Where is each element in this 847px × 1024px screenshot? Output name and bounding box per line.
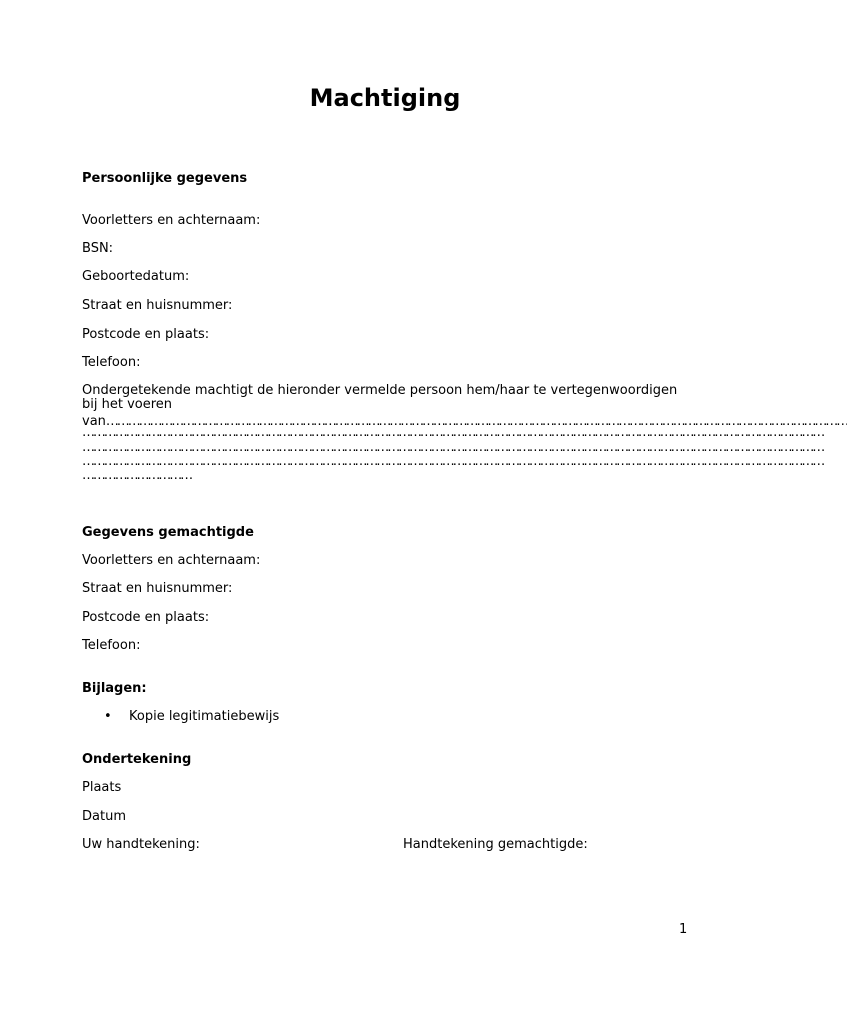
dotted-line: ……………………………………………………………………………………………………………………………………………………………………………………: [105, 414, 847, 429]
field-label-birthdate: Geboortedatum:: [82, 269, 190, 284]
section-heading-signing: Ondertekening: [82, 752, 192, 767]
authorized-signature-label: Handtekening gemachtigde:: [403, 837, 588, 852]
field-label-postcode-city: Postcode en plaats:: [82, 327, 210, 342]
section-heading-attachments: Bijlagen:: [82, 681, 147, 696]
auth-field-street-number: Straat en huisnummer:: [82, 581, 233, 596]
dotted-line-short: …………………………: [82, 468, 192, 483]
document-title: Machtiging: [309, 84, 461, 112]
signing-place-label: Plaats: [82, 780, 122, 795]
field-label-bsn: BSN:: [82, 241, 114, 256]
field-label-street-number: Straat en huisnummer:: [82, 298, 233, 313]
your-signature-label: Uw handtekening:: [82, 837, 200, 852]
bullet-icon: •: [104, 709, 112, 724]
section-heading-personal: Persoonlijke gegevens: [82, 171, 248, 186]
dotted-line: ……………………………………………………………………………………………………………………………………………………………………………………: [82, 454, 824, 469]
statement-van: van: [82, 414, 106, 429]
section-heading-authorized: Gegevens gemachtigde: [82, 525, 254, 540]
dotted-line: ……………………………………………………………………………………………………………………………………………………………………………………: [82, 440, 824, 455]
auth-field-postcode-city: Postcode en plaats:: [82, 610, 210, 625]
auth-field-phone: Telefoon:: [82, 638, 141, 653]
statement-line-1: Ondergetekende machtigt de hieronder vermelde persoon hem/haar te vertegenwoordigen: [82, 383, 678, 398]
dotted-line: ……………………………………………………………………………………………………………………………………………………………………………………: [82, 425, 824, 440]
statement-line-2: bij het voeren: [82, 397, 173, 412]
auth-field-initials-surname: Voorletters en achternaam:: [82, 553, 261, 568]
page-number: 1: [679, 922, 688, 937]
field-label-phone: Telefoon:: [82, 355, 141, 370]
attachment-item: Kopie legitimatiebewijs: [129, 709, 280, 724]
signing-date-label: Datum: [82, 809, 126, 824]
field-label-initials-surname: Voorletters en achternaam:: [82, 213, 261, 228]
